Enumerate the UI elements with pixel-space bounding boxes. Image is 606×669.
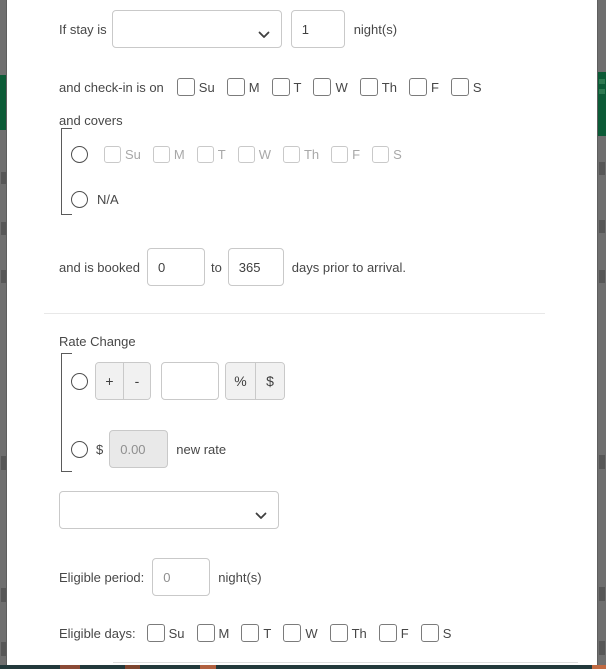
covers-na-radio[interactable] [71,191,88,208]
dimmed-sidebar-text-fragment [599,89,605,94]
eligible-period-input[interactable] [152,558,210,596]
dimmed-page-fragment [599,270,605,283]
day-label: W [335,79,348,95]
new-rate-label: new rate [176,441,227,457]
day-label: Th [303,147,320,162]
booked-to-input[interactable] [228,248,284,286]
day-checkbox-s[interactable] [451,78,469,96]
new-rate-radio[interactable] [71,441,88,458]
day-checkbox-m [153,146,170,163]
day-label: Su [125,147,141,162]
day-checkbox-f[interactable] [379,624,397,642]
booked-to-label: to [210,259,222,275]
new-rate-input [109,430,168,468]
covers-days-radio[interactable] [71,146,88,163]
day-checkbox-t [197,146,214,163]
checkin-days [177,78,482,96]
plus-button[interactable]: + [96,363,123,399]
day-checkbox-t[interactable] [272,78,290,96]
day-label: Th [351,625,367,641]
bottom-bar-fragment [60,665,80,669]
dimmed-sidebar-text-fragment [599,79,605,84]
day-checkbox-w [238,146,255,163]
day-label: W [305,625,318,641]
day-checkbox-w[interactable] [313,78,331,96]
section-divider [44,313,545,314]
day-label: F [352,147,361,162]
day-checkbox-th [283,146,300,163]
eligible-days [147,624,452,642]
footer-divider [113,662,578,663]
day-checkbox-su[interactable] [177,78,195,96]
day-checkbox-th[interactable] [330,624,348,642]
day-label: M [248,79,260,95]
bottom-bar-fragment [592,665,606,669]
minus-button[interactable]: - [123,363,150,399]
dimmed-page-fragment [599,455,605,469]
day-label: F [430,79,439,95]
chevron-down-icon [255,507,267,525]
chevron-down-icon [258,26,270,44]
day-checkbox-s [372,146,389,163]
day-label: S [472,79,482,95]
dimmed-page-fragment [599,162,605,175]
stay-suffix: night(s) [353,21,398,37]
bottom-bar-fragment [125,665,140,669]
day-label: S [393,147,402,162]
eligible-period-suffix: night(s) [218,569,262,585]
booked-label: and is booked [59,259,140,275]
day-label: Su [168,625,185,641]
day-label: W [258,147,271,162]
dimmed-page-fragment [599,220,605,233]
day-checkbox-su [104,146,121,163]
rate-amount-input[interactable] [161,362,219,400]
dimmed-bottom-bar-fragment [0,665,606,669]
day-label: T [263,625,272,641]
booked-from-input[interactable] [147,248,205,286]
covers-na-label: N/A [97,192,119,207]
bottom-bar-fragment [200,665,216,669]
day-checkbox-f [331,146,348,163]
day-label: Th [381,79,397,95]
stay-length-select[interactable] [112,10,282,48]
rate-type-select[interactable] [59,491,279,529]
rate-rule-modal [6,0,598,665]
day-checkbox-m[interactable] [227,78,245,96]
rate-change-title: Rate Change [59,333,136,349]
day-checkbox-th[interactable] [360,78,378,96]
new-rate-currency: $ [96,441,104,457]
plus-minus-group [95,362,151,400]
day-label: T [217,147,226,162]
dollar-button[interactable]: $ [255,363,284,399]
eligible-days-label: Eligible days: [59,625,136,641]
day-checkbox-s[interactable] [421,624,439,642]
day-label: F [400,625,409,641]
day-label: Su [198,79,215,95]
day-checkbox-su[interactable] [147,624,165,642]
dimmed-page-fragment [599,641,605,655]
dimmed-page-fragment [599,587,605,601]
stay-nights-input[interactable] [291,10,345,48]
day-checkbox-f[interactable] [409,78,427,96]
day-label: M [218,625,230,641]
rate-adjust-radio[interactable] [71,373,88,390]
percent-dollar-group [225,362,285,400]
covers-days [104,146,402,163]
day-label: M [173,147,185,162]
booked-suffix: days prior to arrival. [291,259,406,275]
day-label: T [293,79,302,95]
stay-label: If stay is [59,21,107,37]
checkin-label: and check-in is on [59,79,164,95]
day-checkbox-m[interactable] [197,624,215,642]
day-checkbox-w[interactable] [283,624,301,642]
day-label: S [442,625,452,641]
covers-label: and covers [59,112,123,128]
eligible-period-label: Eligible period: [59,569,145,585]
percent-button[interactable]: % [226,363,255,399]
day-checkbox-t[interactable] [241,624,259,642]
